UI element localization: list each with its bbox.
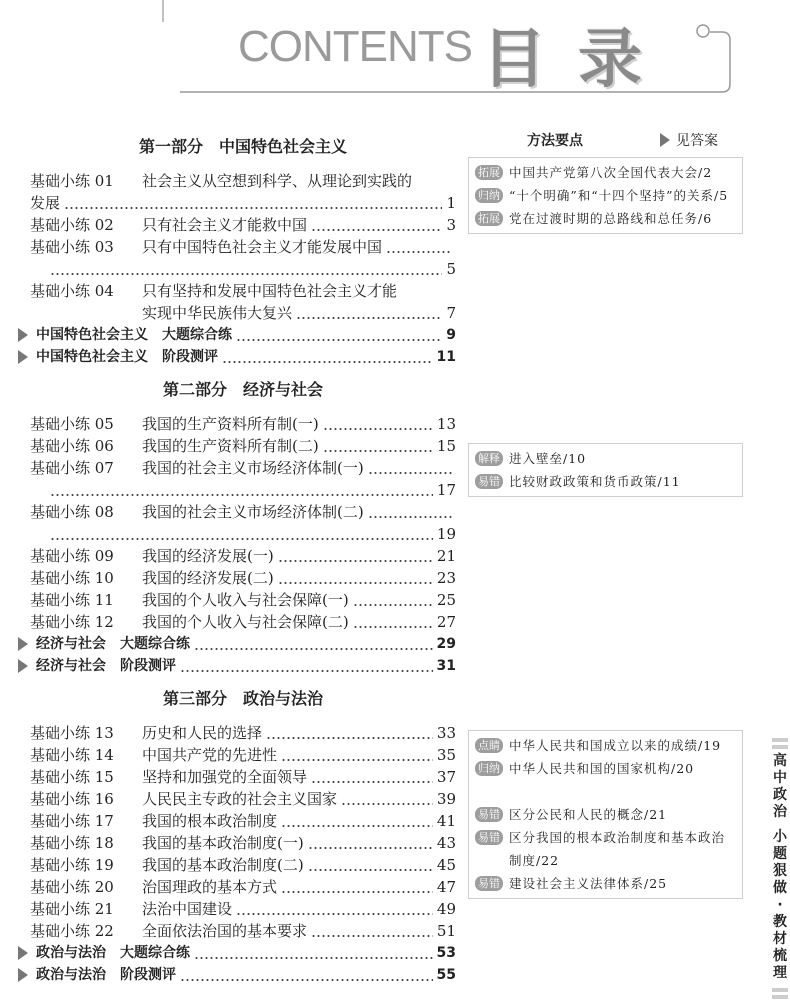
method-item-text: 中华人民共和国的国家机构/20 xyxy=(509,761,695,776)
page-number: 17 xyxy=(436,481,456,499)
entry-title: 我国的经济发展(二) xyxy=(142,569,274,587)
method-item[interactable] xyxy=(475,207,736,230)
toc-entry[interactable] xyxy=(30,214,456,236)
page-number: 39 xyxy=(436,790,456,808)
summary-entry[interactable] xyxy=(30,655,456,677)
method-item-text: 比较财政政策和货币政策/11 xyxy=(509,474,681,489)
leader-dots xyxy=(180,655,433,677)
leader-dots xyxy=(194,633,433,655)
entry-code: 基础小练 01 xyxy=(30,172,114,190)
toc-entry[interactable] xyxy=(30,435,456,457)
leader-dots xyxy=(281,876,433,898)
leader-dots xyxy=(386,236,452,258)
toc-entry[interactable] xyxy=(30,280,456,302)
leader-dots xyxy=(353,611,433,633)
page-number: 19 xyxy=(436,525,456,543)
badge-0-0: 拓展 xyxy=(475,165,503,180)
entry-title: 只有坚持和发展中国特色社会主义才能 xyxy=(142,282,398,300)
badge-2-1: 归纳 xyxy=(475,761,503,776)
page-number: 13 xyxy=(436,415,456,433)
triangle-icon xyxy=(18,328,28,342)
entry-code: 基础小练 04 xyxy=(30,282,114,300)
method-item-text: 党在过渡时期的总路线和总任务/6 xyxy=(509,211,713,226)
entry-title: 大题综合练 xyxy=(120,636,190,652)
page-number: 15 xyxy=(436,437,456,455)
method-item-text: 进入壁垒/10 xyxy=(509,451,587,466)
entry-code: 基础小练 05 xyxy=(30,415,114,433)
page-number: 47 xyxy=(436,878,456,896)
leader-dots xyxy=(368,501,452,523)
title-char-lu: 录 xyxy=(578,23,642,97)
toc-entry-continuation xyxy=(30,258,456,280)
entry-title: 我国的生产资料所有制(一) xyxy=(142,415,319,433)
page-number: 23 xyxy=(436,569,456,587)
page-number: 45 xyxy=(436,856,456,874)
page-number: 41 xyxy=(436,812,456,830)
leader-dots xyxy=(50,523,433,545)
summary-entry[interactable] xyxy=(30,633,456,655)
badge-2-3: 易错 xyxy=(475,807,503,822)
entry-code: 基础小练 21 xyxy=(30,900,114,918)
entry-title: 我国的个人收入与社会保障(二) xyxy=(142,613,349,631)
entry-code: 中国特色社会主义 xyxy=(36,327,148,343)
toc-entry[interactable] xyxy=(30,170,456,192)
entry-code: 基础小练 11 xyxy=(30,591,114,609)
entry-code: 基础小练 17 xyxy=(30,812,114,830)
entry-title: 全面依法治国的基本要求 xyxy=(142,922,308,940)
toc-entry-continuation xyxy=(30,192,456,214)
page-number: 51 xyxy=(436,922,456,940)
page-number: 3 xyxy=(446,216,456,234)
toc-entry-continuation xyxy=(30,523,456,545)
badge-2-5: 易错 xyxy=(475,876,503,891)
page-number: 7 xyxy=(446,304,456,322)
leader-dots xyxy=(180,964,433,986)
leader-dots xyxy=(308,832,433,854)
triangle-icon xyxy=(18,637,28,651)
leader-dots xyxy=(50,479,433,501)
spine-subject: 高中政治 xyxy=(773,753,787,820)
page-number: 31 xyxy=(436,658,456,674)
toc-entry[interactable] xyxy=(30,589,456,611)
entry-title-cont: 实现中华民族伟大复兴 xyxy=(142,304,293,322)
entry-code: 基础小练 14 xyxy=(30,746,114,764)
toc-entry[interactable] xyxy=(30,854,456,876)
method-item[interactable] xyxy=(475,872,736,895)
leader-dots xyxy=(311,214,442,236)
entry-code: 基础小练 22 xyxy=(30,922,114,940)
entry-title: 我国的经济发展(一) xyxy=(142,547,274,565)
triangle-icon xyxy=(18,350,28,364)
page-number: 55 xyxy=(436,967,456,983)
method-item-text: “十个明确”和“十四个坚持”的关系/5 xyxy=(509,188,729,203)
entry-title: 阶段测评 xyxy=(120,658,176,674)
entry-code: 政治与法治 xyxy=(36,945,106,961)
method-heading: 方法要点 xyxy=(527,133,583,149)
toc-entry-continuation xyxy=(30,479,456,501)
method-item-text: 中华人民共和国成立以来的成绩/19 xyxy=(509,738,722,753)
toc-entry[interactable] xyxy=(30,876,456,898)
leader-dots xyxy=(278,545,433,567)
entry-title: 只有中国特色社会主义才能发展中国 xyxy=(142,238,383,256)
method-item[interactable] xyxy=(475,470,736,493)
entry-title-cont: 发展 xyxy=(30,194,61,212)
method-item-text: 区分我国的根本政治制度和基本政治制度/22 xyxy=(509,830,726,868)
entry-title: 我国的个人收入与社会保障(一) xyxy=(142,591,349,609)
entry-code: 基础小练 10 xyxy=(30,569,114,587)
entry-title: 我国的社会主义市场经济体制(一) xyxy=(142,459,364,477)
entry-title: 历史和人民的选择 xyxy=(142,724,263,742)
entry-title: 大题综合练 xyxy=(162,327,232,343)
leader-dots xyxy=(64,192,442,214)
toc-entry[interactable] xyxy=(30,545,456,567)
entry-code: 政治与法治 xyxy=(36,967,106,983)
entry-code: 基础小练 15 xyxy=(30,768,114,786)
page-header xyxy=(0,0,790,100)
leader-dots xyxy=(311,920,433,942)
badge-2-4: 易错 xyxy=(475,830,503,845)
summary-entry[interactable] xyxy=(30,324,456,346)
entry-title: 中国共产党的先进性 xyxy=(142,746,278,764)
method-item[interactable] xyxy=(475,161,736,184)
badge-0-2: 拓展 xyxy=(475,211,503,226)
leader-dots xyxy=(281,744,433,766)
method-item[interactable] xyxy=(475,184,736,207)
leader-dots xyxy=(236,324,442,346)
toc-entry[interactable] xyxy=(30,810,456,832)
toc-entry[interactable] xyxy=(30,788,456,810)
entry-code: 经济与社会 xyxy=(36,658,106,674)
leader-dots xyxy=(353,589,433,611)
entry-code: 基础小练 06 xyxy=(30,437,114,455)
method-box-part2 xyxy=(468,443,743,497)
entry-title: 法治中国建设 xyxy=(142,900,233,918)
toc-entry[interactable] xyxy=(30,832,456,854)
leader-dots xyxy=(222,346,433,368)
section-heading: 第二部分 经济与社会 xyxy=(162,380,323,399)
entry-code: 基础小练 09 xyxy=(30,547,114,565)
badge-1-1: 易错 xyxy=(475,474,503,489)
method-item[interactable] xyxy=(475,780,736,803)
entry-title: 社会主义从空想到科学、从理论到实践的 xyxy=(142,172,413,190)
leader-dots xyxy=(236,898,433,920)
leader-dots xyxy=(194,942,433,964)
entry-code: 基础小练 03 xyxy=(30,238,114,256)
page-number: 49 xyxy=(436,900,456,918)
page-number: 35 xyxy=(436,746,456,764)
spine-volume: 教材梳理 xyxy=(773,914,787,981)
entry-title: 我国的生产资料所有制(二) xyxy=(142,437,319,455)
entry-title: 我国的社会主义市场经济体制(二) xyxy=(142,503,364,521)
entry-code: 经济与社会 xyxy=(36,636,106,652)
title-char-mu: 目 xyxy=(482,23,546,97)
entry-title: 我国的根本政治制度 xyxy=(142,812,278,830)
summary-entry[interactable] xyxy=(30,346,456,368)
section-heading: 第一部分 中国特色社会主义 xyxy=(138,137,347,156)
toc-entry[interactable] xyxy=(30,457,456,479)
entry-code: 基础小练 18 xyxy=(30,834,114,852)
summary-entry[interactable] xyxy=(30,942,456,964)
toc-entry[interactable] xyxy=(30,744,456,766)
page-number: 33 xyxy=(436,724,456,742)
summary-entry[interactable] xyxy=(30,964,456,986)
entry-title: 阶段测评 xyxy=(162,349,218,365)
leader-dots xyxy=(311,766,433,788)
page-number: 37 xyxy=(436,768,456,786)
method-item-text: 建设社会主义法律体系/25 xyxy=(509,876,668,891)
toc-entry[interactable] xyxy=(30,722,456,744)
entry-code: 基础小练 20 xyxy=(30,878,114,896)
entry-title: 我国的基本政治制度(二) xyxy=(142,856,304,874)
leader-dots xyxy=(323,435,433,457)
page-number: 21 xyxy=(436,547,456,565)
entry-code: 基础小练 02 xyxy=(30,216,114,234)
method-box-part1 xyxy=(468,157,743,234)
leader-dots xyxy=(50,258,442,280)
badge-2-0: 点睛 xyxy=(475,738,503,753)
triangle-icon xyxy=(18,659,28,673)
leader-dots xyxy=(266,722,433,744)
leader-dots xyxy=(308,854,433,876)
entry-title: 大题综合练 xyxy=(120,945,190,961)
badge-0-1: 归纳 xyxy=(475,188,503,203)
page-number: 53 xyxy=(436,945,456,961)
leader-dots xyxy=(323,413,433,435)
page-number: 43 xyxy=(436,834,456,852)
toc-entry[interactable] xyxy=(30,611,456,633)
leader-dots xyxy=(368,457,452,479)
method-item[interactable] xyxy=(475,734,736,757)
see-answer-text: 见答案 xyxy=(676,133,718,149)
badge-1-0: 解释 xyxy=(475,451,503,466)
section-heading: 第三部分 政治与法治 xyxy=(162,689,323,708)
page-number: 9 xyxy=(446,327,456,343)
entry-code: 基础小练 19 xyxy=(30,856,114,874)
entry-title: 只有社会主义才能救中国 xyxy=(142,216,308,234)
leader-dots xyxy=(281,810,433,832)
entry-title: 治国理政的基本方式 xyxy=(142,878,278,896)
method-item[interactable] xyxy=(475,803,736,826)
page-number: 11 xyxy=(436,349,456,365)
triangle-icon xyxy=(18,968,28,982)
contents-label: CONTENTS xyxy=(238,22,472,71)
table-of-contents xyxy=(30,136,456,986)
entry-title: 我国的基本政治制度(一) xyxy=(142,834,304,852)
toc-entry[interactable] xyxy=(30,567,456,589)
entry-title: 坚持和加强党的全面领导 xyxy=(142,768,308,786)
page-number: 5 xyxy=(446,260,456,278)
triangle-icon xyxy=(660,133,670,147)
leader-dots xyxy=(341,788,433,810)
toc-entry[interactable] xyxy=(30,236,456,258)
toc-entry[interactable] xyxy=(30,898,456,920)
leader-dots xyxy=(278,567,433,589)
triangle-icon xyxy=(18,946,28,960)
book-spine-label xyxy=(770,735,790,1002)
entry-code: 基础小练 16 xyxy=(30,790,114,808)
method-item[interactable] xyxy=(475,757,736,780)
page-number: 1 xyxy=(446,194,456,212)
method-item[interactable] xyxy=(475,447,736,470)
entry-code: 基础小练 13 xyxy=(30,724,114,742)
page-number: 25 xyxy=(436,591,456,609)
method-box-part3 xyxy=(468,730,743,899)
entry-code: 中国特色社会主义 xyxy=(36,349,148,365)
toc-entry[interactable] xyxy=(30,501,456,523)
entry-title: 人民民主专政的社会主义国家 xyxy=(142,790,338,808)
toc-entry[interactable] xyxy=(30,920,456,942)
entry-code: 基础小练 12 xyxy=(30,613,114,631)
entry-code: 基础小练 07 xyxy=(30,459,114,477)
method-item-text: 中国共产党第八次全国代表大会/2 xyxy=(509,165,713,180)
page-number: 27 xyxy=(436,613,456,631)
toc-entry[interactable] xyxy=(30,413,456,435)
leader-dots xyxy=(296,302,442,324)
method-item[interactable] xyxy=(475,826,736,872)
page-number: 29 xyxy=(436,636,456,652)
toc-entry[interactable] xyxy=(30,766,456,788)
spine-series: 小题狠做 xyxy=(773,829,787,896)
see-answer-label xyxy=(660,130,718,150)
method-item-text: 区分公民和人民的概念/21 xyxy=(509,807,668,822)
entry-title: 阶段测评 xyxy=(120,967,176,983)
spine-dot: · xyxy=(777,897,783,913)
toc-entry-continuation xyxy=(30,302,456,324)
entry-code: 基础小练 08 xyxy=(30,503,114,521)
